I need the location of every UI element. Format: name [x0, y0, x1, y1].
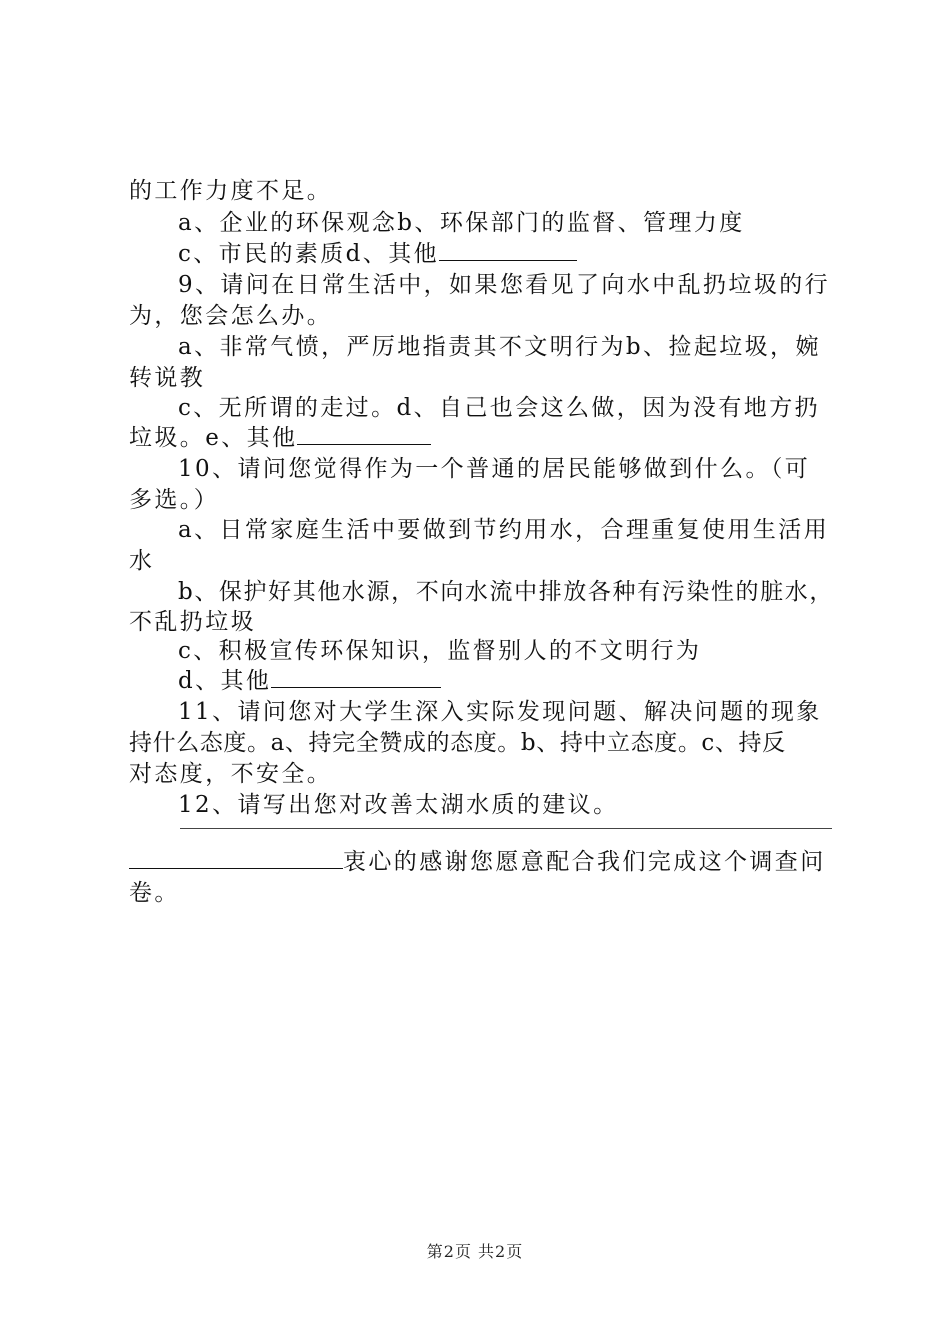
- line-text: c、无所谓的走过。d、自己也会这么做，因为没有地方扔: [178, 395, 821, 421]
- text-line: [129, 728, 834, 758]
- line-text: 10、请问您觉得作为一个普通的居民能够做到什么。（可: [178, 456, 811, 482]
- line-text: 11、请问您对大学生深入实际发现问题、解决问题的现象: [178, 699, 822, 725]
- text-line: [129, 759, 834, 789]
- text-line: [129, 607, 834, 637]
- line-text: 不乱扔垃圾: [129, 609, 256, 635]
- line-text: 卷。: [129, 880, 180, 906]
- question-12: [178, 790, 834, 820]
- line-text: 垃圾。e、其他: [129, 425, 298, 451]
- page-footer: 第2页 共2页: [426, 1242, 524, 1261]
- line-text: a、企业的环保观念b、环保部门的监督、管理力度: [178, 210, 745, 236]
- answer-rule: [180, 828, 832, 829]
- option-line: [178, 577, 834, 607]
- question-9: [178, 270, 834, 300]
- text-line: [129, 847, 834, 877]
- fill-in-blank: [271, 667, 441, 688]
- option-line: [178, 208, 834, 238]
- line-text: a、非常气愤，严厉地指责其不文明行为b、捡起垃圾，婉: [178, 334, 821, 360]
- line-text: d、其他: [178, 668, 272, 694]
- line-text: 持什么态度。a、持完全赞成的态度。b、持中立态度。c、持反: [129, 730, 786, 756]
- fill-in-blank: [297, 424, 431, 445]
- line-text: 转说教: [129, 365, 206, 391]
- line-text: 9、请问在日常生活中，如果您看见了向水中乱扔垃圾的行: [178, 272, 831, 298]
- line-text: 对态度，不安全。: [129, 761, 333, 787]
- text-line: [129, 301, 834, 331]
- option-line: [178, 393, 834, 423]
- text-line: [129, 485, 834, 515]
- option-line: [178, 666, 834, 696]
- option-line: [178, 636, 834, 666]
- text-line: [129, 423, 834, 453]
- option-line: [178, 239, 834, 269]
- text-line: [129, 878, 834, 908]
- line-text: 衷心的感谢您愿意配合我们完成这个调查问: [343, 849, 826, 875]
- line-text: 12、请写出您对改善太湖水质的建议。: [178, 792, 619, 818]
- text-line: [129, 363, 834, 393]
- question-10: [178, 454, 834, 484]
- line-text: 水: [129, 548, 155, 574]
- fill-in-blank: [439, 240, 577, 261]
- line-text: 为，您会怎么办。: [129, 303, 333, 329]
- question-11: [178, 697, 834, 727]
- text-line: [129, 176, 834, 206]
- line-text: c、积极宣传环保知识，监督别人的不文明行为: [178, 638, 702, 664]
- line-text: 的工作力度不足。: [129, 178, 333, 204]
- line-text: 多选。）: [129, 487, 220, 513]
- line-text: a、日常家庭生活中要做到节约用水，合理重复使用生活用: [178, 517, 830, 543]
- text-line: [129, 546, 834, 576]
- option-line: [178, 515, 834, 545]
- line-text: b、保护好其他水源，不向水流中排放各种有污染性的脏水，: [178, 579, 834, 605]
- line-text: c、市民的素质d、其他: [178, 241, 440, 267]
- option-line: [178, 332, 834, 362]
- fill-in-blank: [129, 848, 343, 869]
